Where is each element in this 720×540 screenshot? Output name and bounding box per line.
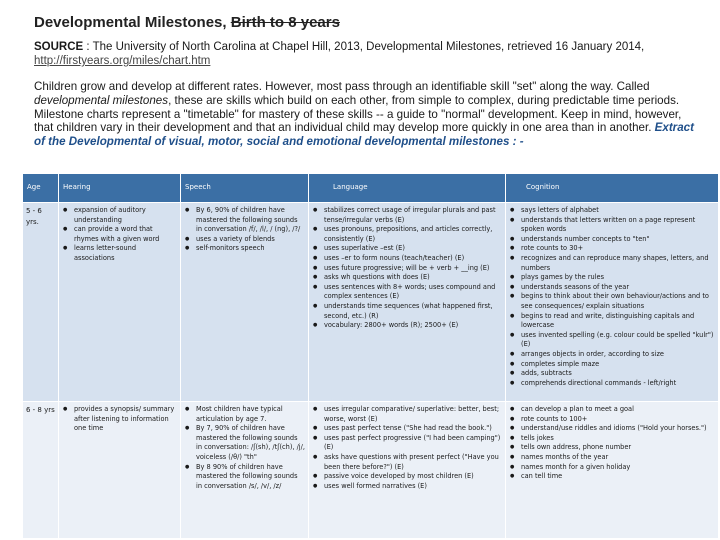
hearing-cell: [59, 203, 181, 402]
age-cell: 5 - 6 yrs.: [23, 203, 59, 402]
language-item: ● understands time sequences (what happened first, second, etc.) (R): [324, 302, 502, 321]
cognition-item: ● recognizes and can reproduce many shapes, letters, and numbers: [521, 254, 715, 273]
language-item: ● uses future progressive; will be + verb + __ing (E): [324, 264, 502, 274]
cognition-item: ● begins to think about their own behaviour/actions and to see consequences/ explain situations: [521, 292, 715, 311]
cognition-item: ● adds, subtracts: [521, 369, 715, 379]
cognition-item: ● names month for a given holiday: [521, 463, 715, 473]
speech-item: ● By 7, 90% of children have mastered the following sounds in conversation: /ʃ(sh), /tʃ(ch), /j/, voiceless (/θ/) "th": [196, 424, 305, 462]
language-cell: [309, 402, 506, 539]
language-item: ● passive voice developed by most children (E): [324, 472, 502, 482]
speech-item: ● By 6, 90% of children have mastered the following sounds in conversation /f/, /l/, / (ng), /?/: [196, 206, 305, 235]
hearing-item: ● provides a synopsis/ summary after listening to information one time: [74, 405, 177, 434]
language-item: ● vocabulary: 2800+ words (R); 2500+ (E): [324, 321, 502, 331]
cognition-item: ● rote counts to 100+: [521, 415, 715, 425]
header-age: Age: [23, 174, 59, 203]
language-item: ● uses sentences with 8+ words; uses compound and complex sentences (E): [324, 283, 502, 302]
language-item: ● uses past perfect progressive ("I had been camping") (E): [324, 434, 502, 453]
language-item: ● uses well formed narratives (E): [324, 482, 502, 492]
hearing-cell: [59, 402, 181, 539]
speech-cell: [181, 402, 309, 539]
struck-subtitle: Birth to 8 years: [230, 14, 340, 31]
cognition-item: ● understands seasons of the year: [521, 283, 715, 293]
language-item: ● uses irregular comparative/ superlative: better, best; worse, worst (E): [324, 405, 502, 424]
header-language: Language: [309, 174, 506, 203]
language-item: ● uses superlative –est (E): [324, 244, 502, 254]
cognition-item: ● plays games by the rules: [521, 273, 715, 283]
header-hearing: Hearing: [59, 174, 181, 203]
hearing-item: ● expansion of auditory understanding: [74, 206, 177, 225]
header-cognition: Cognition: [506, 174, 719, 203]
cognition-item: ● comprehends directional commands - left/right: [521, 379, 715, 389]
source-link[interactable]: http://firstyears.org/miles/chart.htm: [34, 55, 211, 67]
age-cell: 6 - 8 yrs: [23, 402, 59, 539]
language-item: ● uses past perfect tense ("She had read the book."): [324, 424, 502, 434]
source-citation: [34, 40, 704, 68]
cognition-item: ● understand/use riddles and idioms ("Hold your horses."): [521, 424, 715, 434]
speech-item: ● By 8 90% of children have mastered the following sounds in conversation /s/, /v/, /z/: [196, 463, 305, 492]
cognition-cell: [506, 402, 719, 539]
cognition-item: ● tells jokes: [521, 434, 715, 444]
language-cell: [309, 203, 506, 402]
table-header-row: [23, 174, 719, 203]
speech-item: ● Most children have typical articulation by age 7.: [196, 405, 305, 424]
extract-heading: Extract of the Developmental of visual, motor, social and emotional developmental milestones : -: [34, 121, 694, 149]
speech-item: ● self-monitors speech: [196, 244, 305, 254]
cognition-item: ● arranges objects in order, according to size: [521, 350, 715, 360]
source-text: : The University of North Carolina at Chapel Hill, 2013, Developmental Milestones, retrieved 16 January 2014,: [83, 41, 645, 53]
language-item: ● asks wh questions with does (E): [324, 273, 502, 283]
hearing-item: ● can provide a word that rhymes with a given word: [74, 225, 177, 244]
cognition-item: ● can tell time: [521, 472, 715, 482]
page-title: Developmental Milestones, Birth to 8 years: [34, 14, 340, 31]
source-label: SOURCE: [34, 41, 84, 53]
table-row: [23, 402, 719, 539]
cognition-cell: [506, 203, 719, 402]
language-item: ● uses pronouns, prepositions, and articles correctly, consistently (E): [324, 225, 502, 244]
speech-item: ● uses a variety of blends: [196, 235, 305, 245]
hearing-item: ● learns letter-sound associations: [74, 244, 177, 263]
cognition-item: ● says letters of alphabet: [521, 206, 715, 216]
speech-cell: [181, 203, 309, 402]
intro-emphasis: developmental milestones: [34, 93, 169, 107]
intro-paragraph: Children grow and develop at different rates. However, most pass through an identifiable skill "set" along the way. Called developmental milestones, these are skills which build on each other, from simple to complex, during predictable time periods. Milestone charts represent a "timetable" for mastery of these skills -- a guide to "normal" development. Keep in mind, however, that children vary in their development and that an individual child may develop more quickly in one area than in another. Extract of the Developmental of visual, motor, social and emotional developmental milestones : -: [34, 80, 694, 149]
table-row: [23, 203, 719, 402]
cognition-item: ● uses invented spelling (e.g. colour could be spelled "kulr") (E): [521, 331, 715, 350]
cognition-item: ● understands number concepts to "ten": [521, 235, 715, 245]
language-item: ● stabilizes correct usage of irregular plurals and past tense/irregular verbs (E): [324, 206, 502, 225]
cognition-item: ● names months of the year: [521, 453, 715, 463]
language-item: ● uses –er to form nouns (teach/teacher) (E): [324, 254, 502, 264]
cognition-item: ● understands that letters written on a page represent spoken words: [521, 216, 715, 235]
cognition-item: ● rote counts to 30+: [521, 244, 715, 254]
language-item: ● asks have questions with present perfect ("Have you been there before?") (E): [324, 453, 502, 472]
cognition-item: ● begins to read and write, distinguishing capitals and lowercase: [521, 312, 715, 331]
header-speech: Speech: [181, 174, 309, 203]
milestones-table: [22, 173, 719, 539]
cognition-item: ● can develop a plan to meet a goal: [521, 405, 715, 415]
cognition-item: ● completes simple maze: [521, 360, 715, 370]
cognition-item: ● tells own address, phone number: [521, 443, 715, 453]
